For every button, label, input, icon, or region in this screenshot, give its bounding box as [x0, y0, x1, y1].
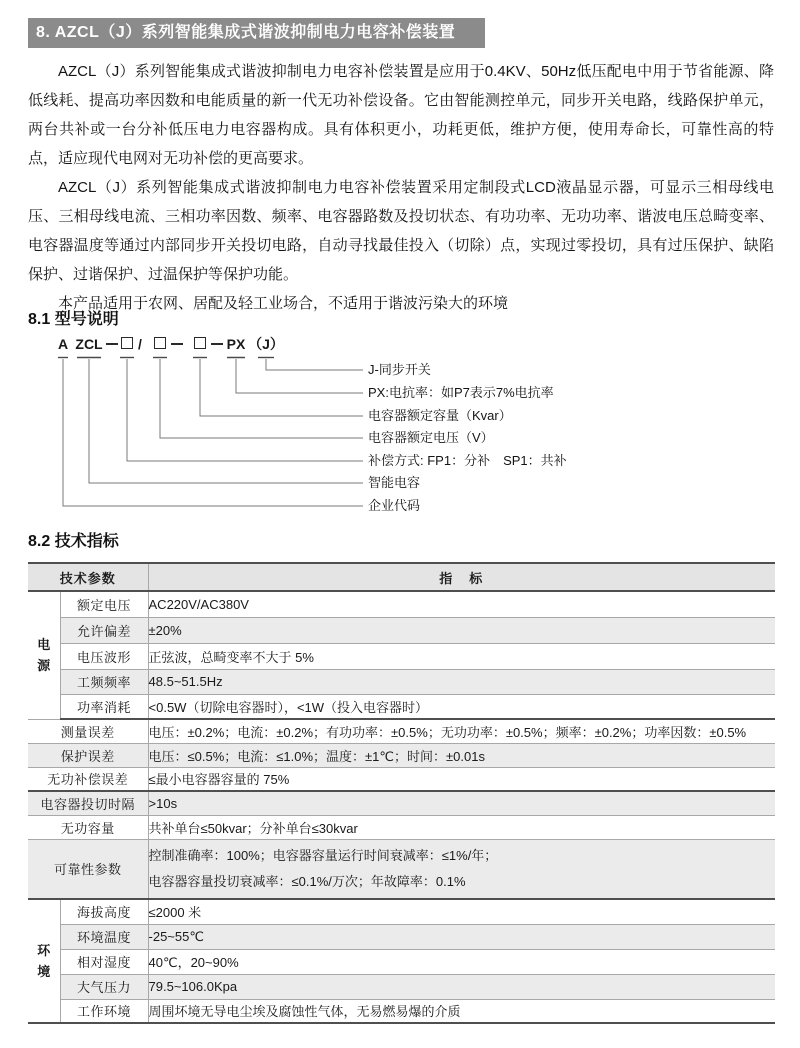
spec-param-label: 相对湿度 [60, 949, 148, 974]
intro-paragraph-1: AZCL（J）系列智能集成式谐波抑制电力电容补偿装置是应用于0.4KV、50Hz低压配电中用于节省能源、降低线耗、提高功率因数和电能质量的新一代无功补偿设备。它由智能测控单元，同步开关电路，线路保护单元，两台共补或一台分补低压电力电容器构成。具有体积更小，功耗更低，维护方便，使用寿命长，可靠性高的特点，适应现代电网对无功补偿的更高要求。 [28, 63, 774, 167]
spec-param-value: 共补单台≤50kvar；分补单台≤30kvar [148, 815, 775, 839]
intro-paragraphs [28, 57, 774, 318]
spec-table-row [28, 767, 775, 791]
spec-param-label: 测量误差 [28, 719, 148, 743]
model-code-box [154, 337, 166, 349]
diagram-connector-lines [0, 330, 800, 526]
model-code-label: J-同步开关 [368, 362, 431, 377]
spec-table-row [28, 791, 775, 815]
model-code-label: 电容器额定容量（Kvar） [368, 408, 512, 423]
spec-param-value: AC220V/AC380V [148, 591, 775, 617]
spec-param-value: ±20% [148, 617, 775, 643]
spec-param-value: 40℃，20~90% [148, 949, 775, 974]
model-code-part: PX [226, 336, 246, 352]
spec-param-value [148, 839, 775, 899]
spec-param-label: 额定电压 [60, 591, 148, 617]
spec-table-row [28, 669, 775, 694]
spec-table-row [28, 815, 775, 839]
column-header-value: 指 标 [148, 563, 775, 591]
spec-table-row [28, 924, 775, 949]
model-code-label: 补偿方式: FP1：分补 SP1：共补 [368, 453, 567, 468]
spec-table-row [28, 617, 775, 643]
model-code-part: （J） [248, 336, 284, 352]
spec-param-label: 大气压力 [60, 974, 148, 999]
model-code-dash [106, 343, 118, 345]
column-header-param: 技术参数 [28, 563, 148, 591]
spec-table-row [28, 839, 775, 899]
model-code-part: ZCL [75, 336, 103, 352]
spec-param-label: 可靠性参数 [28, 839, 148, 899]
spec-param-value: 正弦波，总畸变率不大于 5% [148, 643, 775, 669]
spec-group-label [28, 591, 60, 719]
spec-param-value: 电压：±0.2%；电流：±0.2%；有功功率：±0.5%；无功功率：±0.5%；频率：±0.2%；功率因数：±0.5% [148, 719, 775, 743]
spec-group-label [28, 899, 60, 1023]
spec-param-label: 工频频率 [60, 669, 148, 694]
spec-param-label: 工作环境 [60, 999, 148, 1023]
intro-paragraph-3: 本产品适用于农网、居配及轻工业场合，不适用于谐波污染大的环境 [58, 295, 509, 312]
spec-param-label: 功率消耗 [60, 694, 148, 719]
spec-param-label: 无功容量 [28, 815, 148, 839]
spec-group-label-char: 环 [37, 943, 51, 958]
spec-table-row [28, 643, 775, 669]
spec-param-value: ≤最小电容器容量的 75% [148, 767, 775, 791]
spec-group-label-char: 源 [37, 658, 51, 674]
spec-param-value: 48.5~51.5Hz [148, 669, 775, 694]
model-code-label: 电容器额定电压（V） [368, 430, 494, 445]
model-code-part: / [138, 336, 142, 352]
spec-table-row [28, 899, 775, 924]
spec-param-value: <0.5W（切除电容器时），<1W（投入电容器时） [148, 694, 775, 719]
section-heading-model: 8.1 型号说明 [28, 311, 119, 328]
model-code-label: PX:电抗率：如P7表示7%电抗率 [368, 385, 554, 400]
spec-table-row [28, 999, 775, 1023]
spec-param-value-line: 控制准确率：100%；电容器容量运行时间衰减率：≤1%/年； [148, 847, 498, 863]
spec-param-value: 电压：≤0.5%；电流：≤1.0%；温度：±1℃；时间：±0.01s [148, 743, 775, 767]
spec-param-label: 保护误差 [28, 743, 148, 767]
model-code-box [194, 337, 206, 349]
model-code-label: 智能电容 [368, 475, 421, 490]
intro-paragraph-2: AZCL（J）系列智能集成式谐波抑制电力电容补偿装置采用定制段式LCD液晶显示器，可显示三相母线电压、三相母线电流、三相功率因数、频率、电容器路数及投切状态、有功功率、无功功率、谐波电压总畸变率、电容器温度等通过内部同步开关投切电路，自动寻找最佳投入（切除）点，实现过零投切，具有过压保护、缺陷保护、过谐保护、过温保护等保护功能。 [28, 179, 774, 283]
spec-param-label: 环境温度 [60, 924, 148, 949]
model-code-dash [171, 343, 183, 345]
spec-param-value: 周围坏境无导电尘埃及腐蚀性气体，无易燃易爆的介质 [148, 999, 775, 1023]
spec-param-value: >10s [148, 791, 775, 815]
model-code-label: 企业代码 [368, 498, 421, 513]
spec-param-label: 电容器投切时隔 [28, 791, 148, 815]
model-code-dash [211, 343, 223, 345]
spec-table-wrap [28, 562, 775, 1024]
spec-param-label: 海拔高度 [60, 899, 148, 924]
spec-table-row [28, 719, 775, 743]
spec-table-row [28, 974, 775, 999]
spec-table-row [28, 743, 775, 767]
spec-table-header-row [28, 563, 775, 591]
spec-table-row [28, 949, 775, 974]
model-code-box [121, 337, 133, 349]
spec-param-label: 电压波形 [60, 643, 148, 669]
spec-param-value: -25~55℃ [148, 924, 775, 949]
section-heading-specs: 8.2 技术指标 [28, 533, 119, 550]
spec-param-label: 无功补偿误差 [28, 767, 148, 791]
spec-table [28, 562, 775, 1024]
spec-table-row [28, 694, 775, 719]
spec-param-label: 允许偏差 [60, 617, 148, 643]
spec-group-label-char: 境 [37, 964, 51, 979]
spec-param-value: ≤2000 米 [148, 899, 775, 924]
model-code-diagram [0, 330, 800, 526]
chapter-title-bar: 8. AZCL（J）系列智能集成式谐波抑制电力电容补偿装置 [28, 18, 485, 48]
spec-param-value-line: 电容器容量投切衰减率：≤0.1%/万次；年故障率：0.1% [148, 873, 466, 889]
spec-group-label-char: 电 [37, 637, 51, 653]
spec-table-row [28, 591, 775, 617]
spec-param-value: 79.5~106.0Kpa [148, 974, 775, 999]
model-code-part: A [57, 336, 69, 352]
